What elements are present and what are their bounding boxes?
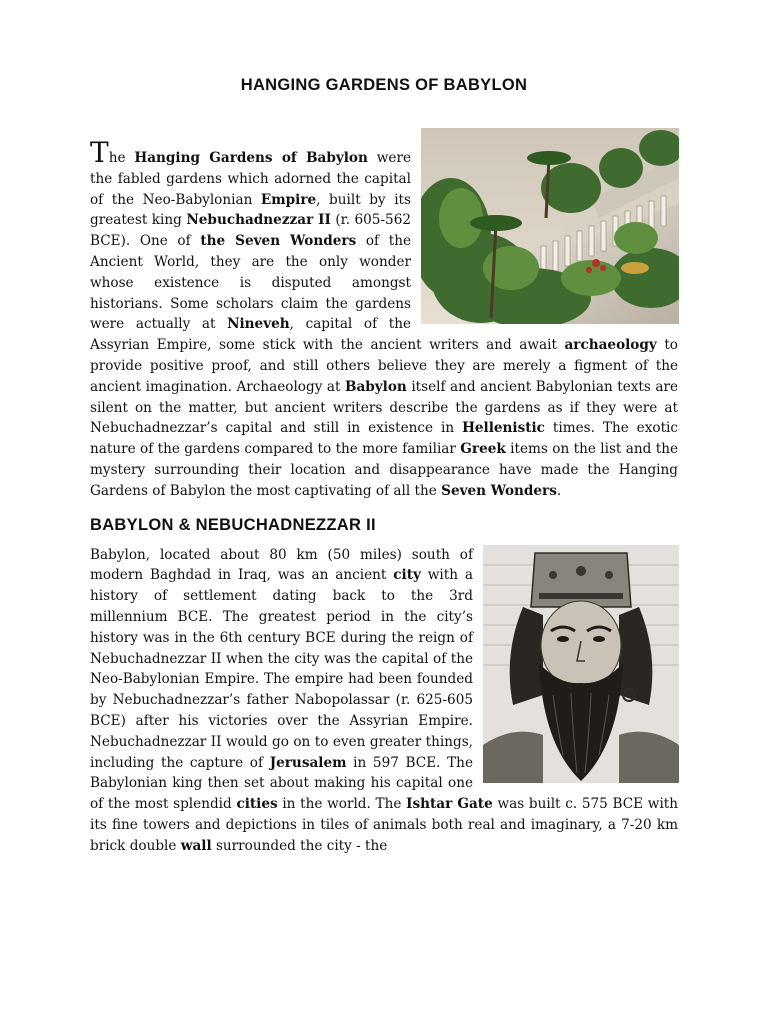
text-run: itself and ancient Babylonian texts are silent on the matter, but ancient writers describe the gardens as if they were at Nebuchadnezzar’s capital and still in existence in (90, 378, 679, 437)
text-run: (r. 605-562 BCE). One of (90, 212, 412, 250)
document-title: HANGING GARDENS OF BABYLON (240, 76, 528, 94)
bold-term: Empire (260, 191, 317, 208)
text-run: items on the list and the mystery surrounding their location and disappearance have made the Hanging Gardens of Babylon the most captivating of all the (90, 441, 678, 499)
bold-term: wall (180, 837, 212, 854)
text-run: Babylon, located about 80 km (50 miles) south of modern Baghdad in Iraq, was an ancient (90, 546, 473, 584)
document-content (90, 136, 679, 857)
bold-term: Nebuchadnezzar II (186, 212, 331, 229)
section2-heading: BABYLON & NEBUCHADNEZZAR II (90, 515, 376, 534)
bold-term: Hellenistic (462, 420, 545, 437)
bold-term: the Seven Wonders (200, 233, 357, 250)
bold-term: Hanging Gardens of Babylon (134, 150, 368, 166)
text-run: was built c. 575 BCE with its fine towers and depictions in tiles of animals both real and imaginary, a 7-20 km brick double (90, 796, 679, 854)
text-run: in the world. The (277, 796, 407, 813)
bold-term: Greek (460, 441, 506, 458)
nebuchadnezzar-portrait (483, 545, 679, 783)
text-run: in 597 BCE. The Babylonian king then set about making his capital one of the most splendid (90, 754, 473, 813)
text-run: to provide positive proof, and still others believe they are merely a figment of the ancient imagination. Archaeology at (90, 337, 678, 395)
dropcap-letter: T (90, 136, 109, 169)
text-run: with a history of settlement dating back to the 3rd millennium BCE. The greatest period in the city’s history was in the 6th century BCE during the reign of Nebuchadnezzar II when the city was the capital of the Neo-Babylonian Empire. The empire had been founded by Nebuchadnezzar’s father Nabopolassar (r. 625-605 BCE) after his victories over the Assyrian Empire. Nebuchadnezzar II would go on to even greater things, including the capture of (90, 567, 473, 771)
text-run: times. The exotic nature of the gardens compared to the more familiar (90, 420, 678, 458)
bold-term: Ishtar Gate (406, 796, 493, 813)
text-run: were the fabled gardens which adorned the capital of the Neo-Babylonian (90, 150, 412, 208)
hanging-gardens-illustration (421, 128, 679, 324)
text-run: surrounded the city - the (211, 837, 388, 854)
text-run: . (556, 482, 562, 499)
text-run: he (108, 150, 135, 166)
text-run: of the Ancient World, they are the only wonder whose existence is disputed amongst historians. Some scholars claim the gardens were actually at (90, 233, 411, 333)
bold-term: Seven Wonders (441, 482, 557, 499)
bold-term: Jerusalem (269, 754, 347, 771)
text-run: , capital of the Assyrian Empire, some stick with the ancient writers and await (90, 316, 565, 354)
bold-term: Nineveh (227, 316, 290, 333)
bold-term: city (393, 567, 421, 584)
bold-term: archaeology (564, 337, 657, 354)
bold-term: Babylon (344, 378, 407, 395)
text-run: , built by its greatest king (90, 191, 411, 229)
bold-term: cities (236, 796, 278, 813)
